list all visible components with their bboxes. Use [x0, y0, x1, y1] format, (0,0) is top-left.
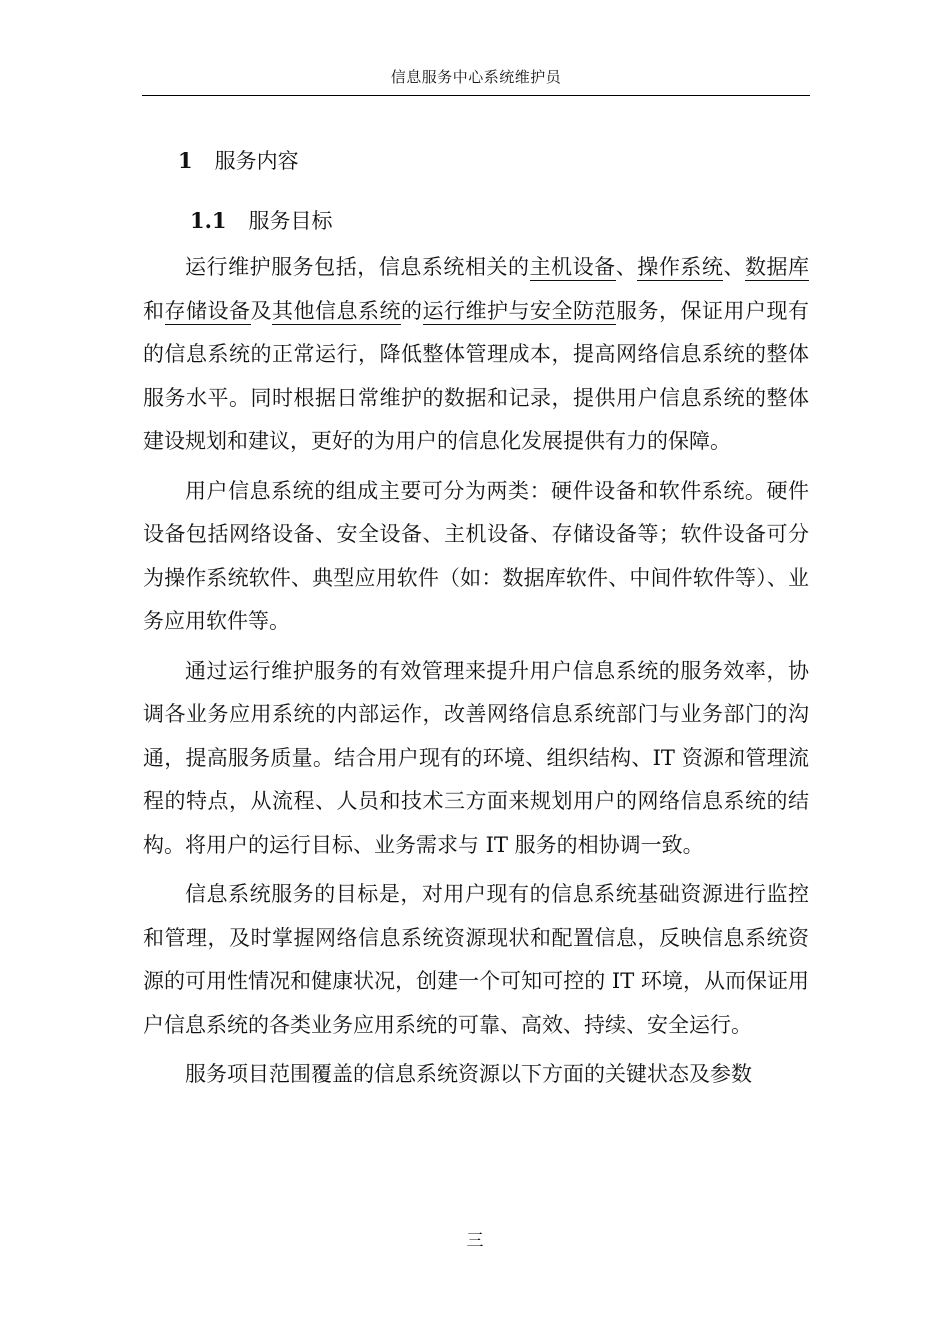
- body-text: [143, 246, 809, 1097]
- section-title: 服务内容: [214, 149, 299, 173]
- text-run: 和: [143, 298, 165, 323]
- paragraph-4: 信息系统服务的目标是，对用户现有的信息系统基础资源进行监控和管理，及时掌握网络信息系统资源现状和配置信息，反映信息系统资源的可用性情况和健康状况，创建一个可知可控的 IT 环境，从而保证用户信息系统的各类业务应用系统的可靠、高效、持续、安全运行。: [143, 882, 809, 1037]
- text-run: 、: [723, 255, 745, 279]
- text-run: 及: [250, 298, 272, 323]
- section-number: 1: [178, 148, 193, 173]
- text-run: 运行维护服务包括，信息系统相关的: [185, 255, 530, 279]
- page-number: 三: [466, 1231, 484, 1251]
- subsection-heading: [190, 206, 333, 236]
- text-run: 、: [615, 255, 638, 279]
- underlined-term: 其他信息系统: [272, 298, 401, 323]
- underlined-term: 运行维护与安全防范: [422, 298, 616, 323]
- underlined-term: 数据库: [744, 255, 810, 279]
- subsection-title: 服务目标: [248, 209, 333, 233]
- running-header: 信息服务中心系统维护员: [390, 68, 562, 86]
- underlined-term: 存储设备: [164, 298, 251, 323]
- paragraph-2: 用户信息系统的组成主要可分为两类：硬件设备和软件系统。硬件设备包括网络设备、安全设备、主机设备、存储设备等；软件设备可分为操作系统软件、典型应用软件（如：数据库软件、中间件软件等）、业务应用软件等。: [143, 478, 809, 633]
- paragraph-5: 服务项目范围覆盖的信息系统资源以下方面的关键状态及参数: [185, 1062, 752, 1086]
- paragraph-3: 通过运行维护服务的有效管理来提升用户信息系统的服务效率，协调各业务应用系统的内部运作，改善网络信息系统部门与业务部门的沟通，提高服务质量。结合用户现有的环境、组织结构、IT 资源和管理流程的特点，从流程、人员和技术三方面来规划用户的网络信息系统的结构。将用户的运行目标、业务需求与 IT 服务的相协调一致。: [143, 658, 809, 857]
- underlined-term: 主机设备: [529, 255, 616, 279]
- underlined-term: 操作系统: [637, 255, 724, 279]
- paragraph-1: [143, 246, 809, 464]
- text-run: 服务，保证用户现有的信息系统的正常运行，降低整体管理成本，提高网络信息系统的整体服务水平。同时根据日常维护的数据和记录，提供用户信息系统的整体建设规划和建议，更好的为用户的信息化发展提供有力的保障。: [143, 298, 809, 453]
- header-rule: [142, 95, 810, 96]
- text-run: 的: [401, 298, 423, 323]
- subsection-number: 1.1: [190, 208, 227, 233]
- section-heading: [178, 146, 299, 176]
